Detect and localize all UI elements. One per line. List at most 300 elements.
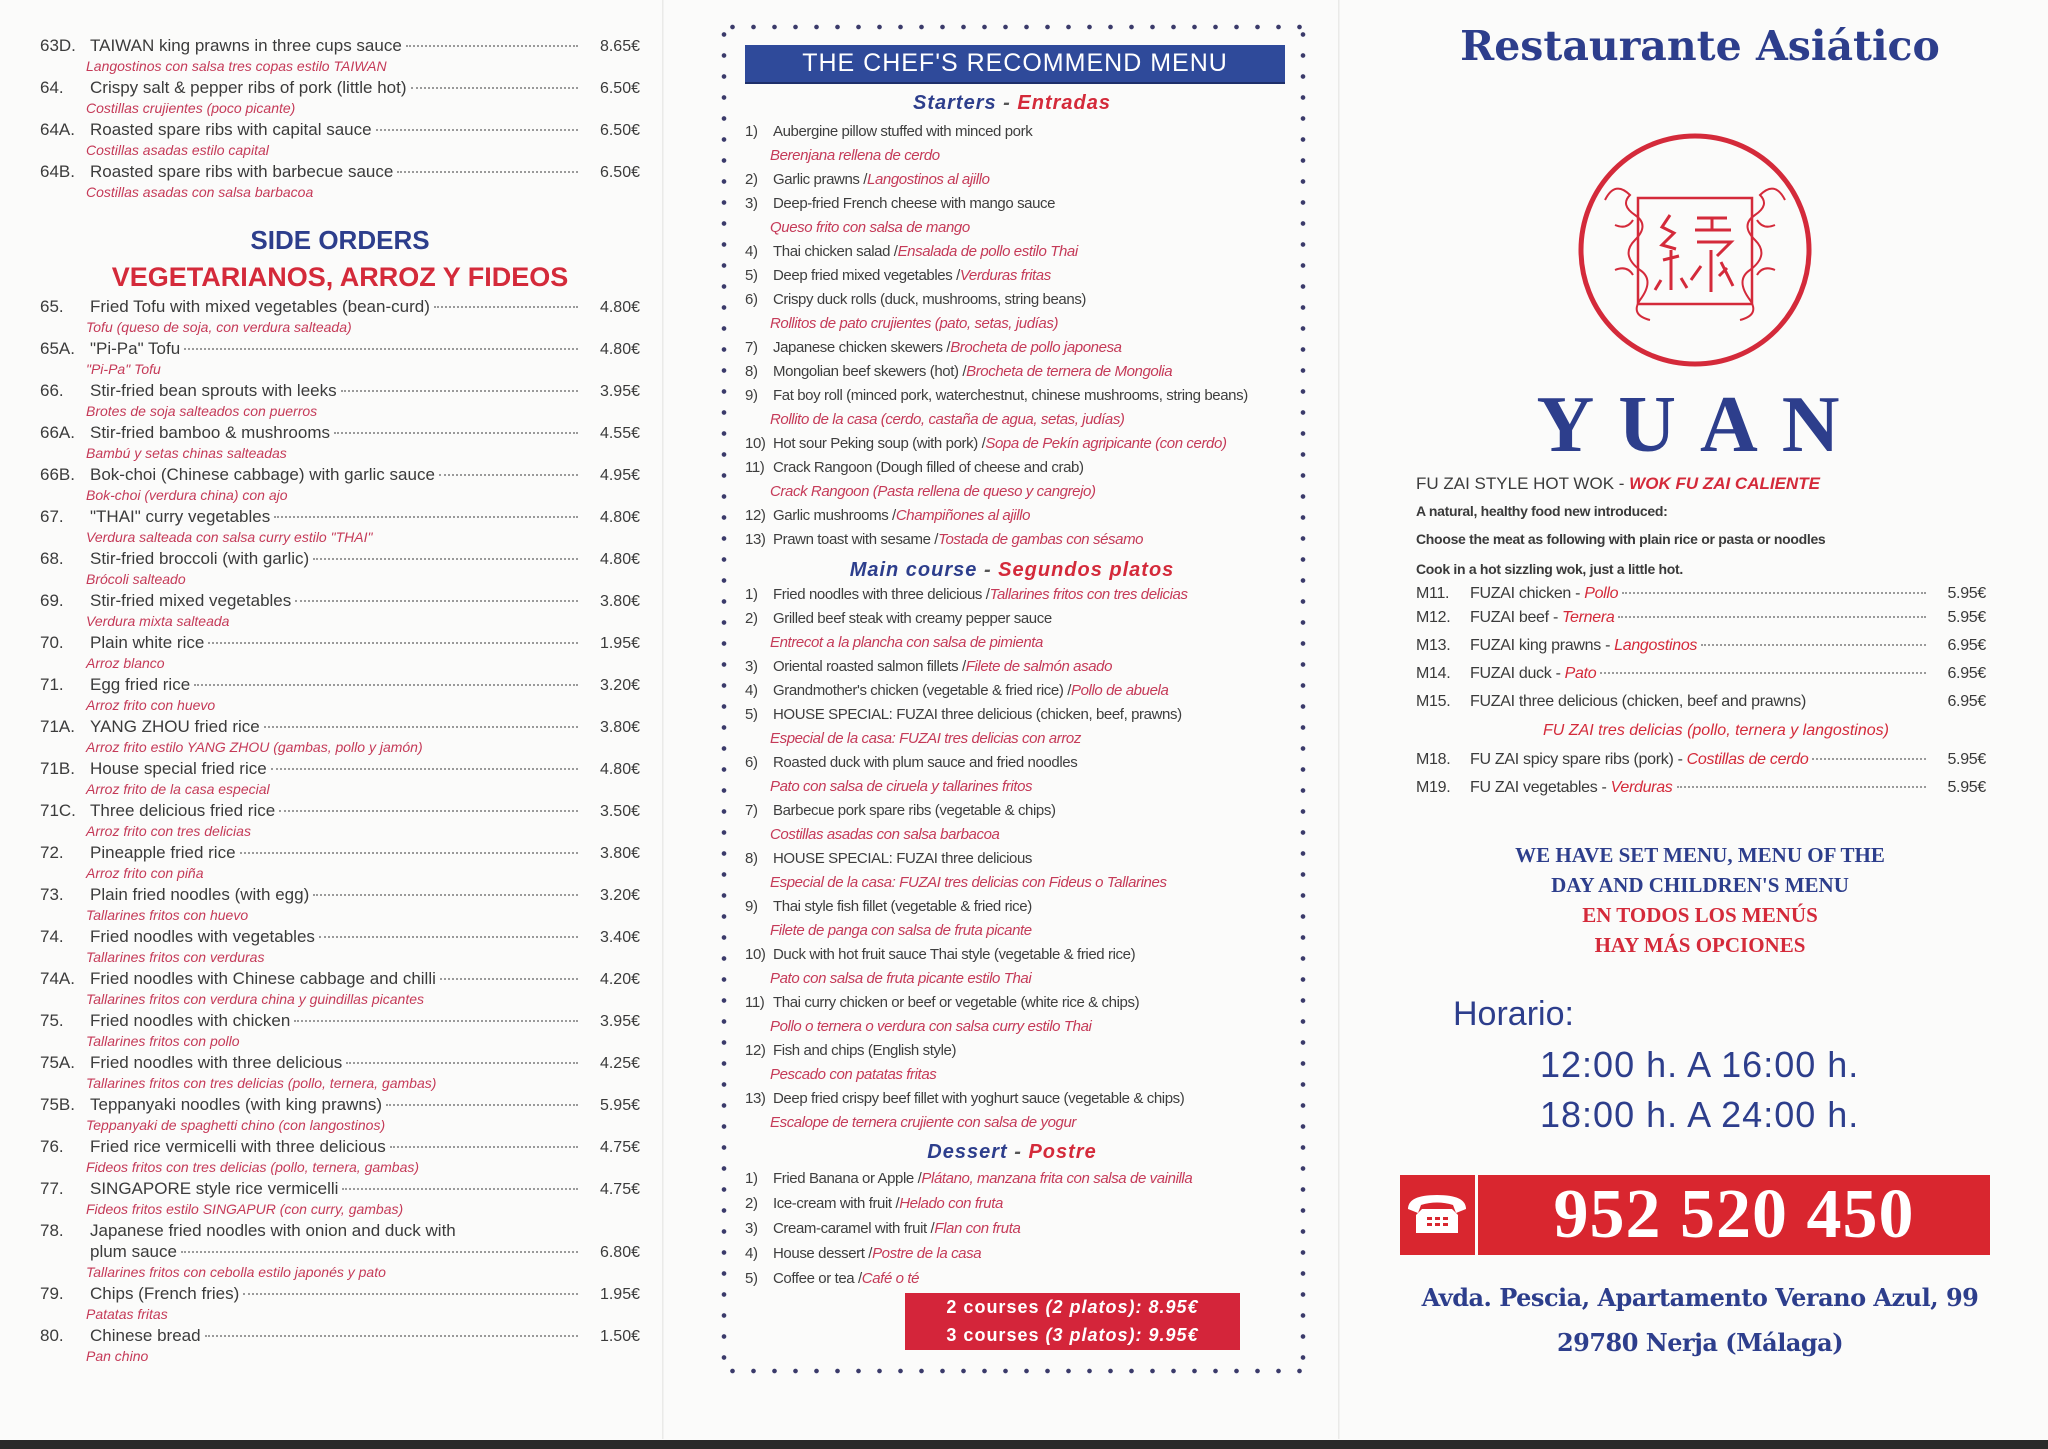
item-spanish-name: Tallarines fritos con tres delicias (pollo, ternera, gambas) [86,1075,437,1091]
menu-item-row [40,1010,640,1031]
fuzai-heading-es: WOK FU ZAI CALIENTE [1629,474,1820,493]
item-price: 3.80€ [599,845,640,862]
course-item [745,168,1305,192]
course-name-en: Roasted duck with plum sauce and fried noodles [773,754,1078,771]
item-name: Pineapple fried rice [90,843,236,862]
side-orders-subtitle: VEGETARIANOS, ARROZ Y FIDEOS [111,262,569,292]
course-item [745,360,1305,384]
item-name: House special fried rice [90,759,267,778]
course-item [745,895,1305,919]
item-number: 71B. [40,759,75,778]
item-number: 68. [40,549,64,568]
opening-hours-dinner: 18:00 h. A 24:00 h. [1540,1094,1860,1135]
item-number: 77. [40,1179,64,1198]
fuzai-intro-line: Cook in a hot sizzling wok, just a little hot. [1416,561,1683,577]
ribs-prawns-list [40,35,640,203]
phone-number[interactable]: 952 520 450 [1478,1175,1990,1255]
item-number: 74. [40,927,64,946]
course-item [745,847,1305,871]
course-name-en: Crispy duck rolls (duck, mushrooms, string beans) [773,291,1087,308]
menu-item-row [40,1325,640,1346]
dot-leader [194,684,578,686]
course-item [745,1087,1305,1111]
item-number: 78. [40,1221,64,1240]
course-name-en: Deep fried crispy beef fillet with yoghurt sauce (vegetable & chips) [773,1090,1185,1107]
course-number: 8) [745,850,758,867]
menu-item-row [40,161,640,182]
item-number: 67. [40,507,64,526]
course-name-es: Champiñones al ajillo [895,507,1031,524]
section-heading-en: Main course [849,559,978,581]
course-number: 5) [745,1270,758,1287]
course-name-es: Plátano, manzana frita con salsa de vainilla [921,1170,1193,1187]
fuzai-item-name-es: Pato [1564,665,1597,682]
fuzai-item [1416,632,1986,660]
fuzai-item [1416,604,1986,632]
item-number: 71. [40,675,64,694]
course-name-en: Deep fried mixed vegetables / [773,267,960,284]
fuzai-item-name: FUZAI three delicious (chicken, beef and prawns) [1470,693,1806,710]
fuzai-item-price: 6.95€ [1947,693,1986,710]
course-item [745,679,1305,703]
fuzai-item-number: M18. [1416,751,1451,768]
item-number: 75B. [40,1095,75,1114]
item-price: 4.25€ [599,1055,640,1072]
set-price-line [905,1321,1240,1349]
dot-leader [1812,758,1926,760]
fuzai-item-note: FU ZAI tres delicias (pollo, ternera y langostinos) [1543,722,1889,739]
item-number: 65A. [40,339,75,358]
dot-leader [386,1104,578,1106]
item-spanish-name: Tallarines fritos con cebolla estilo japonés y pato [86,1264,386,1280]
item-number: 63D. [40,36,76,55]
dot-leader [205,1335,578,1337]
item-name: Fried Tofu with mixed vegetables (bean-curd) [90,297,430,316]
item-name-cont: plum sauce [90,1242,177,1261]
menu-item-row [40,506,640,527]
fuzai-item-name: FUZAI king prawns - [1470,637,1611,654]
course-item [745,528,1305,552]
course-item [745,288,1305,312]
course-name-en: Grilled beef steak with creamy pepper sauce [773,610,1052,627]
course-item [745,240,1305,264]
dot-leader [342,1188,578,1190]
course-number: 12) [745,507,766,524]
fuzai-items-list [1416,584,1986,802]
course-name-en: Thai chicken salad / [773,243,898,260]
course-name-en: Prawn toast with sesame / [773,531,939,548]
course-item [745,336,1305,360]
fuzai-item-name-es: Costillas de cerdo [1686,751,1809,768]
course-item [745,799,1305,823]
course-item [745,655,1305,679]
fuzai-item-number: M14. [1416,665,1451,682]
dot-leader [346,1062,578,1064]
course-name-es: Langostinos al ajillo [867,171,990,188]
fuzai-item-name-es: Ternera [1561,609,1615,626]
fuzai-item-number: M19. [1416,779,1451,796]
item-price: 4.80€ [599,551,640,568]
fuzai-item-price: 5.95€ [1947,751,1986,768]
item-spanish-name: Pan chino [86,1348,149,1364]
course-name-en: Fried noodles with three delicious / [773,586,990,603]
course-name-en: Thai style fish fillet (vegetable & fried rice) [773,898,1032,915]
item-spanish-name: Costillas crujientes (poco picante) [86,100,296,116]
dot-leader [376,129,578,131]
course-name-es: Costillas asadas con salsa barbacoa [770,826,1000,843]
dot-leader [274,516,578,518]
course-item [745,607,1305,631]
item-name: Chinese bread [90,1326,201,1345]
course-name-en: Mongolian beef skewers (hot) / [773,363,967,380]
opening-hours-lunch: 12:00 h. A 16:00 h. [1540,1044,1860,1085]
course-name-es: Tallarines fritos con tres delicias [989,586,1188,603]
dotted-border-bottom [722,1368,1306,1374]
set-menu-note-en [1400,840,2000,900]
item-name: Roasted spare ribs with capital sauce [90,120,372,139]
fuzai-item-name: FUZAI chicken - [1470,585,1581,602]
menu-item-row [40,296,640,317]
course-name-en: Cream-caramel with fruit / [773,1220,935,1237]
item-price: 4.55€ [599,425,640,442]
item-price: 1.95€ [599,635,640,652]
menu-item-row [40,1283,640,1304]
dot-leader [390,1146,578,1148]
item-number: 65. [40,297,64,316]
menu-item-row [40,1220,640,1241]
item-name: Fried noodles with Chinese cabbage and chilli [90,969,436,988]
menu-item-row [40,464,640,485]
course-number: 4) [745,1245,758,1262]
item-price: 3.20€ [599,677,640,694]
set-menu-line: EN TODOS LOS MENÚS [1582,903,1818,927]
section-heading-en: Starters [913,92,997,114]
course-number: 7) [745,339,758,356]
item-spanish-name: Costillas asadas con salsa barbacoa [86,184,314,200]
dot-leader [341,390,578,392]
item-name: Stir-fried bamboo & mushrooms [90,423,330,442]
heading-separator: - [1007,1141,1029,1163]
item-number: 74A. [40,969,75,988]
course-name-en: Hot sour Peking soup (with pork) / [773,435,986,452]
course-item [745,432,1305,456]
item-name: Three delicious fried rice [90,801,276,820]
menu-item-row [40,548,640,569]
fuzai-item-name: FUZAI duck - [1470,665,1561,682]
item-spanish-name: Brotes de soja salteados con puerros [86,403,318,419]
item-number: 79. [40,1284,64,1303]
item-spanish-name: Brócoli salteado [86,571,186,587]
item-price: 4.20€ [599,971,640,988]
course-number: 9) [745,387,758,404]
menu-item-row [40,1136,640,1157]
item-price: 4.95€ [599,467,640,484]
course-name-es: Pollo o ternera o verdura con salsa curry estilo Thai [770,1018,1092,1035]
fuzai-item-number: M11. [1416,585,1450,602]
menu-item-row-cont [40,1241,640,1262]
course-number: 9) [745,898,758,915]
fuzai-item-name-es: Langostinos [1614,637,1698,654]
item-number: 64. [40,78,64,97]
course-name-en: Fried Banana or Apple / [773,1170,922,1187]
item-price: 3.80€ [599,593,640,610]
fuzai-item [1416,688,1986,716]
item-name: Stir-fried mixed vegetables [90,591,292,610]
item-number: 64A. [40,120,75,139]
item-number: 66B. [40,465,75,484]
item-name: Bok-choi (Chinese cabbage) with garlic sauce [90,465,435,484]
course-name-en: House dessert / [773,1245,873,1262]
item-price: 4.80€ [599,341,640,358]
side-orders-title: SIDE ORDERS [250,225,430,255]
fuzai-item-price: 6.95€ [1947,637,1986,654]
section-heading [722,1140,1302,1164]
fuzai-item-number: M12. [1416,609,1451,626]
course-number: 1) [745,586,758,603]
item-name: Egg fried rice [90,675,191,694]
section-heading-en: Dessert [927,1141,1008,1163]
item-price: 5.95€ [599,1097,640,1114]
course-number: 3) [745,195,758,212]
menu-item-row [40,632,640,653]
course-item [745,504,1305,528]
item-price: 4.80€ [599,299,640,316]
course-number: 10) [745,435,766,452]
dot-leader [184,348,578,350]
course-item [745,703,1305,727]
course-name-es: Pollo de abuela [1070,682,1169,699]
set-menu-line: DAY AND CHILDREN'S MENU [1551,873,1849,897]
dot-leader [208,642,578,644]
menu-item-row [40,338,640,359]
course-name-en: Japanese chicken skewers / [773,339,951,356]
item-spanish-name: Verdura mixta salteada [86,613,230,629]
fuzai-item-name: FU ZAI spicy spare ribs (pork) - [1470,751,1683,768]
course-item [745,384,1305,408]
dot-leader [181,1251,578,1253]
course-name-es: Brocheta de ternera de Mongolia [966,363,1173,380]
opening-hours-label: Horario: [1453,995,1574,1033]
item-name: Fried noodles with three delicious [90,1053,343,1072]
course-item [745,456,1305,480]
fold-line-right [1338,0,1340,1439]
course-number: 3) [745,1220,758,1237]
course-item [745,583,1305,607]
item-spanish-name: Verdura salteada con salsa curry estilo "THAI" [86,529,373,545]
item-name: "THAI" curry vegetables [90,507,271,526]
dot-leader [440,978,578,980]
course-name-es: Pato con salsa de ciruela y tallarines fritos [770,778,1033,795]
item-number: 71C. [40,801,76,820]
course-name-es: Sopa de Pekín agripicante (con cerdo) [985,435,1227,452]
dot-leader [406,45,578,47]
course-name-es: Pato con salsa de fruta picante estilo Thai [770,970,1032,987]
item-price: 4.80€ [599,509,640,526]
item-price: 6.50€ [599,80,640,97]
item-price: 6.50€ [599,164,640,181]
item-price: 6.50€ [599,122,640,139]
item-number: 64B. [40,162,75,181]
course-item [745,1241,1305,1266]
yuan-seal-logo [1575,130,1815,370]
courses-price: 8.95€ [1148,1297,1199,1317]
dot-leader [1701,644,1926,646]
fuzai-item-name: FUZAI beef - [1470,609,1558,626]
item-number: 69. [40,591,64,610]
dot-leader [243,1293,578,1295]
fuzai-item-number: M15. [1416,693,1451,710]
course-name-es: Tostada de gambas con sésamo [938,531,1144,548]
fuzai-item [1416,746,1986,774]
item-price: 4.75€ [599,1139,640,1156]
item-number: 75A. [40,1053,75,1072]
item-name: Chips (French fries) [90,1284,240,1303]
menu-item-row [40,1178,640,1199]
course-number: 13) [745,1090,766,1107]
course-number: 11) [745,994,765,1011]
section-items [745,583,1305,1135]
course-name-en: Coffee or tea / [773,1270,862,1287]
item-spanish-name: Bok-choi (verdura china) con ajo [86,487,288,503]
set-price-box [905,1293,1240,1350]
set-menu-note-es [1400,900,2000,960]
menu-item-row [40,842,640,863]
course-name-en: Crack Rangoon (Dough filled of cheese and crab) [773,459,1084,476]
item-name: Teppanyaki noodles (with king prawns) [90,1095,382,1114]
course-name-en: Fish and chips (English style) [773,1042,957,1059]
item-number: 76. [40,1137,64,1156]
address-street: Avda. Pescia, Apartamento Verano Azul, 99 [1421,1283,1979,1312]
item-spanish-name: Arroz frito estilo YANG ZHOU (gambas, pollo y jamón) [86,739,423,755]
item-name: "Pi-Pa" Tofu [90,339,181,358]
course-name-en: Duck with hot fruit sauce Thai style (vegetable & fried rice) [773,946,1136,963]
course-name-es: Filete de panga con salsa de fruta picante [770,922,1032,939]
course-name-es: Ensalada de pollo estilo Thai [897,243,1078,260]
fuzai-intro-line: A natural, healthy food new introduced: [1416,503,1668,519]
course-name-es: Berenjana rellena de cerdo [770,147,940,164]
dot-leader [397,171,578,173]
courses-label: 3 courses [946,1325,1040,1345]
course-item [745,192,1305,216]
item-price: 3.95€ [599,1013,640,1030]
fuzai-item-price: 6.95€ [1947,665,1986,682]
course-item [745,1191,1305,1216]
fuzai-item-price: 5.95€ [1947,609,1986,626]
fuzai-wok-section [1416,472,1986,802]
item-number: 80. [40,1326,64,1345]
item-name: Stir-fried broccoli (with garlic) [90,549,310,568]
item-spanish-name: Fideos fritos estilo SINGAPUR (con curry, gambas) [86,1201,404,1217]
course-name-en: Garlic prawns / [773,171,868,188]
chefs-menu-banner: THE CHEF'S RECOMMEND MENU [745,45,1285,82]
scan-edge [0,1440,2048,1449]
item-spanish-name: Arroz frito con huevo [86,697,216,713]
course-name-es: Especial de la casa: FUZAI tres delicias con Fideus o Tallarines [770,874,1167,891]
course-number: 8) [745,363,758,380]
course-name-en: Barbecue pork spare ribs (vegetable & chips) [773,802,1056,819]
course-name-en: HOUSE SPECIAL: FUZAI three delicious (chicken, beef, prawns) [773,706,1182,723]
item-price: 8.65€ [599,38,640,55]
set-price-line [905,1293,1240,1321]
course-name-en: Thai curry chicken or beef or vegetable (white rice & chips) [773,994,1140,1011]
dot-leader [313,558,578,560]
dotted-border-top [722,24,1306,30]
item-name: Crispy salt & pepper ribs of pork (little hot) [90,78,407,97]
course-name-en: Fat boy roll (minced pork, waterchestnut, chinese mushrooms, string beans) [773,387,1248,404]
item-spanish-name: Tallarines fritos con verdura china y guindillas picantes [86,991,424,1007]
item-spanish-name: Tallarines fritos con pollo [86,1033,240,1049]
dot-leader [264,726,578,728]
item-price: 3.80€ [599,719,640,736]
course-number: 4) [745,682,758,699]
course-number: 12) [745,1042,766,1059]
set-menu-line: HAY MÁS OPCIONES [1594,933,1806,957]
course-name-es: Helado con fruta [899,1195,1003,1212]
menu-item-row [40,968,640,989]
course-item [745,120,1305,144]
dot-leader [294,1020,578,1022]
course-name-es: Rollitos de pato crujientes (pato, setas, judías) [770,315,1059,332]
item-spanish-name: Bambú y setas chinas salteadas [86,445,287,461]
item-price: 1.95€ [599,1286,640,1303]
menu-item-row [40,716,640,737]
courses-label: 2 courses [946,1297,1040,1317]
dot-leader [1622,592,1926,594]
left-panel-menu [40,35,640,1367]
course-item [745,1216,1305,1241]
item-name: YANG ZHOU fried rice [90,717,260,736]
item-name: Stir-fried bean sprouts with leeks [90,381,337,400]
item-name: Fried noodles with vegetables [90,927,315,946]
dotted-border-left [721,24,727,1374]
course-name-es: Queso frito con salsa de mango [770,219,970,236]
fold-line-left [662,0,664,1439]
course-name-es: Verduras fritas [959,267,1051,284]
item-price: 6.80€ [599,1244,640,1261]
fuzai-item-number: M13. [1416,637,1451,654]
course-name-en: HOUSE SPECIAL: FUZAI three delicious [773,850,1033,867]
address-city: 29780 Nerja (Málaga) [1556,1328,1844,1357]
course-number: 2) [745,171,758,188]
item-name: TAIWAN king prawns in three cups sauce [90,36,402,55]
item-number: 75. [40,1011,64,1030]
item-number: 66. [40,381,64,400]
section-heading-es: Entradas [1017,92,1111,114]
item-name: Roasted spare ribs with barbecue sauce [90,162,394,181]
fuzai-item-price: 5.95€ [1947,585,1986,602]
telephone-icon [1400,1175,1475,1255]
menu-item-row [40,800,640,821]
course-number: 6) [745,291,758,308]
side-orders-list [40,296,640,1367]
heading-separator: - [977,559,999,581]
course-name-es: Entrecot a la plancha con salsa de pimienta [770,634,1043,651]
dot-leader [240,852,578,854]
item-price: 4.75€ [599,1181,640,1198]
item-spanish-name: Costillas asadas estilo capital [86,142,269,158]
course-number: 1) [745,123,758,140]
seal-character [1655,215,1733,292]
dot-leader [1677,786,1926,788]
item-number: 71A. [40,717,75,736]
item-price: 3.95€ [599,383,640,400]
course-name-es: Brocheta de pollo japonesa [950,339,1122,356]
menu-item-row [40,119,640,140]
menu-item-row [40,674,640,695]
course-number: 4) [745,243,758,260]
item-spanish-name: Patatas fritas [86,1306,168,1322]
course-item [745,264,1305,288]
